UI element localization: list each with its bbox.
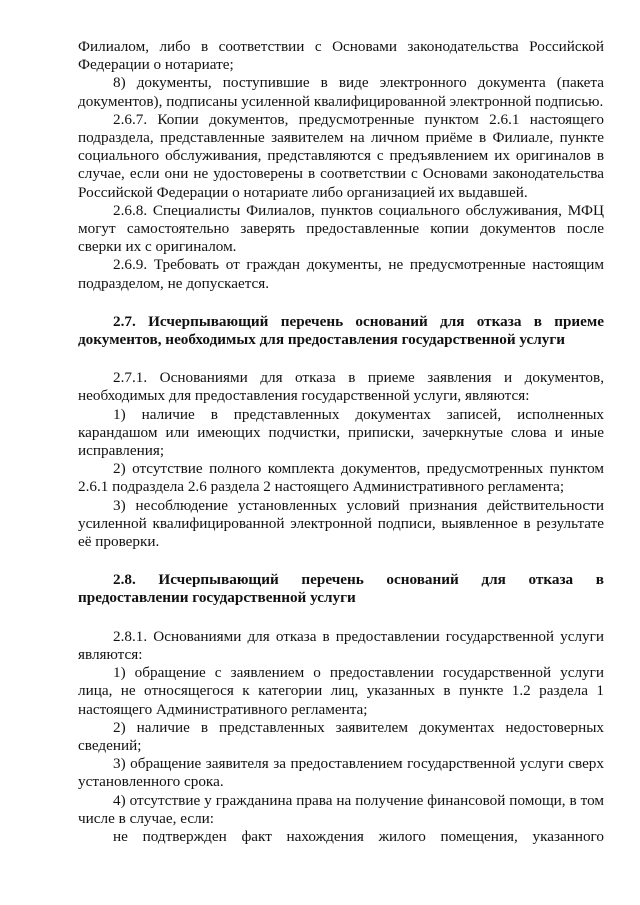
paragraph: 2.6.8. Специалисты Филиалов, пунктов социального обслуживания, МФЦ могут самостоятельно заверять предоставленные копии документов после сверки их с оригиналом.: [78, 201, 604, 256]
spacer: [78, 608, 604, 628]
paragraph: 3) обращение заявителя за предоставлением государственной услуги сверх установленного срока.: [78, 755, 604, 791]
paragraph: 4) отсутствие у гражданина права на получение финансовой помощи, в том числе в случае, если:: [78, 791, 604, 827]
paragraph: 2.8.1. Основаниями для отказа в предоставлении государственной услуги являются:: [78, 627, 604, 663]
spacer: [78, 551, 604, 571]
spacer: [78, 349, 604, 369]
spacer: [78, 293, 604, 313]
paragraph: 2) отсутствие полного комплекта документов, предусмотренных пунктом 2.6.1 подраздела 2.6 раздела 2 настоящего Административного регламента;: [78, 460, 604, 496]
paragraph: 2.7.1. Основаниями для отказа в приеме заявления и документов, необходимых для предоставления государственной услуги, являются:: [78, 369, 604, 405]
paragraph: не подтвержден факт нахождения жилого помещения, указанного: [113, 827, 604, 845]
paragraph: 3) несоблюдение установленных условий признания действительности усиленной квалифицированной электронной подписи, выявленное в результате её проверки.: [78, 496, 604, 551]
section-heading-2-8: 2.8. Исчерпывающий перечень оснований для отказа в предоставлении государственной услуги: [78, 571, 604, 607]
paragraph: Филиалом, либо в соответствии с Основами законодательства Российской Федерации о нотариате;: [78, 38, 604, 74]
document-page: [78, 38, 604, 846]
paragraph: 2) наличие в представленных заявителем документах недостоверных сведений;: [78, 718, 604, 754]
paragraph: 1) обращение с заявлением о предоставлении государственной услуги лица, не относящегося к категории лиц, указанных в пункте 1.2 раздела 1 настоящего Административного регламента;: [78, 664, 604, 718]
section-heading-2-7: 2.7. Исчерпывающий перечень оснований для отказа в приеме документов, необходимых для предоставления государственной услуги: [78, 312, 604, 349]
paragraph: 1) наличие в представленных документах записей, исполненных карандашом или имеющих подчистки, приписки, зачеркнутые слова и иные исправления;: [78, 405, 604, 460]
paragraph: 2.6.7. Копии документов, предусмотренные пунктом 2.6.1 настоящего подраздела, представленные заявителем на личном приёме в Филиале, пункте социального обслуживания, представляются с предъявлением их оригиналов в случае, если они не удостоверены в соответствии с Основами законодательства Российской Федерации о нотариате либо организацией их выдавшей.: [78, 110, 604, 201]
paragraph: 8) документы, поступившие в виде электронного документа (пакета документов), подписаны усиленной квалифицированной электронной подписью.: [78, 74, 604, 110]
paragraph: 2.6.9. Требовать от граждан документы, не предусмотренные настоящим подразделом, не допускается.: [78, 256, 604, 292]
